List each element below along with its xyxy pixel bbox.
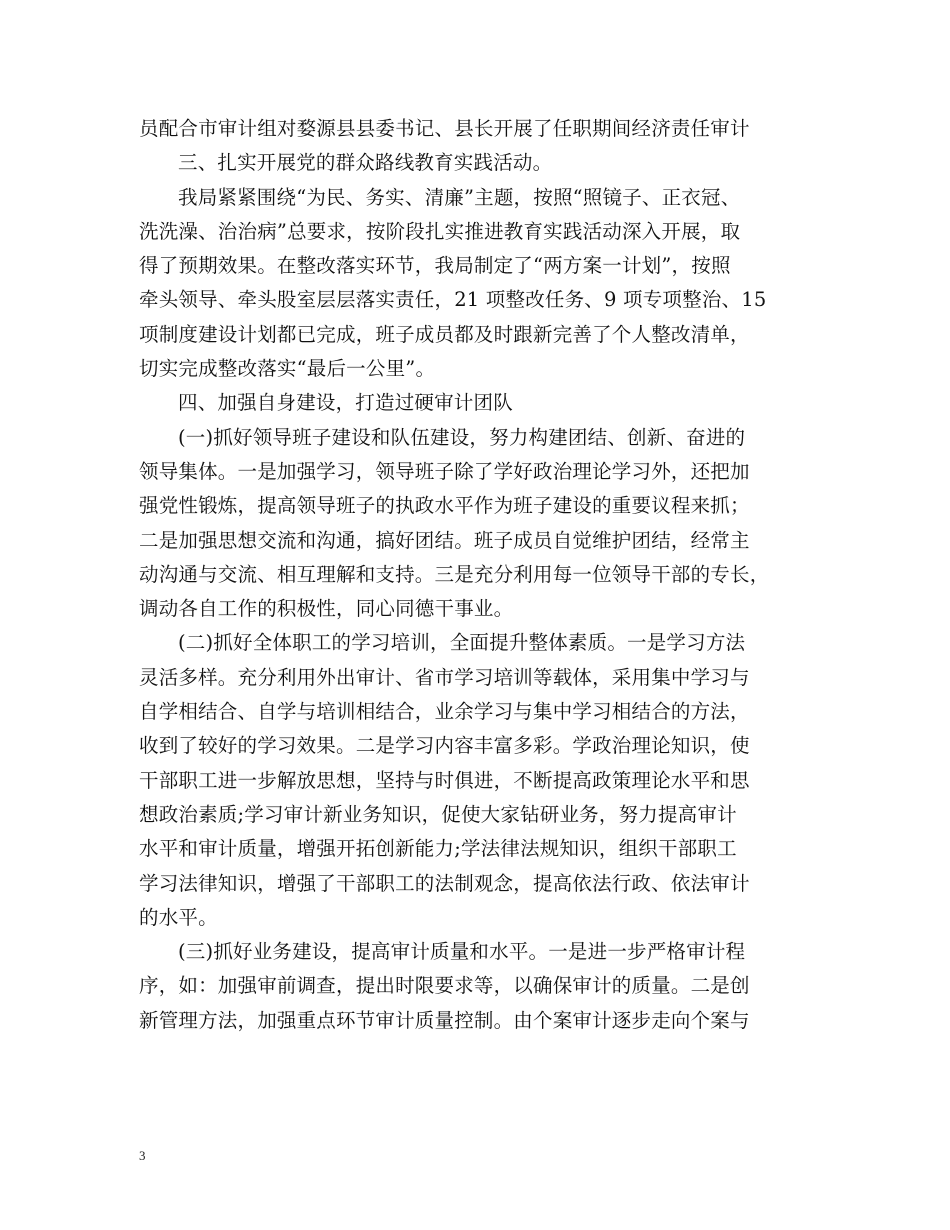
text-line: 三、扎实开展党的群众路线教育实践活动。 [178,151,553,175]
text-line: 收到了较好的学习效果。二是学习内容丰富多彩。学政治理论知识，使 [139,734,750,758]
text-line: 项制度建设计划都已完成，班子成员都及时跟新完善了个人整改清单， [139,322,750,346]
text-line: 水平和审计质量，增强开拓创新能力;学法律法规知识，组织干部职工 [139,837,737,861]
text-line: 我局紧紧围绕“为民、务实、清廉”主题，按照“照镜子、正衣冠、 [178,185,741,209]
text-line: 切实完成整改落实“最后一公里”。 [139,357,436,381]
text-line: 自学相结合、自学与培训相结合，业余学习与集中学习相结合的方法， [139,700,750,724]
text-line: 学习法律知识，增强了干部职工的法制观念，提高依法行政、依法审计 [139,871,750,895]
text-line: (二)抓好全体职工的学习培训，全面提升整体素质。一是学习方法 [178,631,746,655]
text-line: 动沟通与交流、相互理解和支持。三是充分利用每一位领导干部的专长， [139,562,770,586]
text-line: 牵头领导、牵头股室层层落实责任，21 项整改任务、9 项专项整治、15 [139,288,767,312]
text-line: 序，如：加强审前调查，提出时限要求等，以确保审计的质量。二是创 [139,974,750,998]
text-line: (一)抓好领导班子建设和队伍建设，努力构建团结、创新、奋进的 [178,425,746,449]
page-number: 3 [139,1148,146,1163]
document-body [139,112,819,1038]
text-line: 领导集体。一是加强学习，领导班子除了学好政治理论学习外，还把加 [139,459,750,483]
text-line: 强党性锻炼，提高领导班子的执政水平作为班子建设的重要议程来抓； [139,494,750,518]
text-line: 调动各自工作的积极性，同心同德干事业。 [139,597,514,621]
text-line: 的水平。 [139,905,218,929]
text-line: 灵活多样。充分利用外出审计、省市学习培训等载体，采用集中学习与 [139,665,750,689]
text-line: 新管理方法，加强重点环节审计质量控制。由个案审计逐步走向个案与 [139,1008,750,1032]
text-line: 洗洗澡、治治病”总要求，按阶段扎实推进教育实践活动深入开展，取 [139,219,741,243]
text-line: 干部职工进一步解放思想，坚持与时俱进，不断提高政策理论水平和思 [139,768,750,792]
text-line: 二是加强思想交流和沟通，搞好团结。班子成员自觉维护团结，经常主 [139,528,750,552]
text-line: (三)抓好业务建设，提高审计质量和水平。一是进一步严格审计程 [178,940,746,964]
text-line: 得了预期效果。在整改落实环节，我局制定了“两方案一计划”，按照 [139,254,731,278]
text-line: 四、加强自身建设，打造过硬审计团队 [178,391,513,415]
text-line: 员配合市审计组对婺源县县委书记、县长开展了任职期间经济责任审计 [139,117,750,140]
text-line: 想政治素质;学习审计新业务知识，促使大家钻研业务，努力提高审计 [139,802,737,826]
